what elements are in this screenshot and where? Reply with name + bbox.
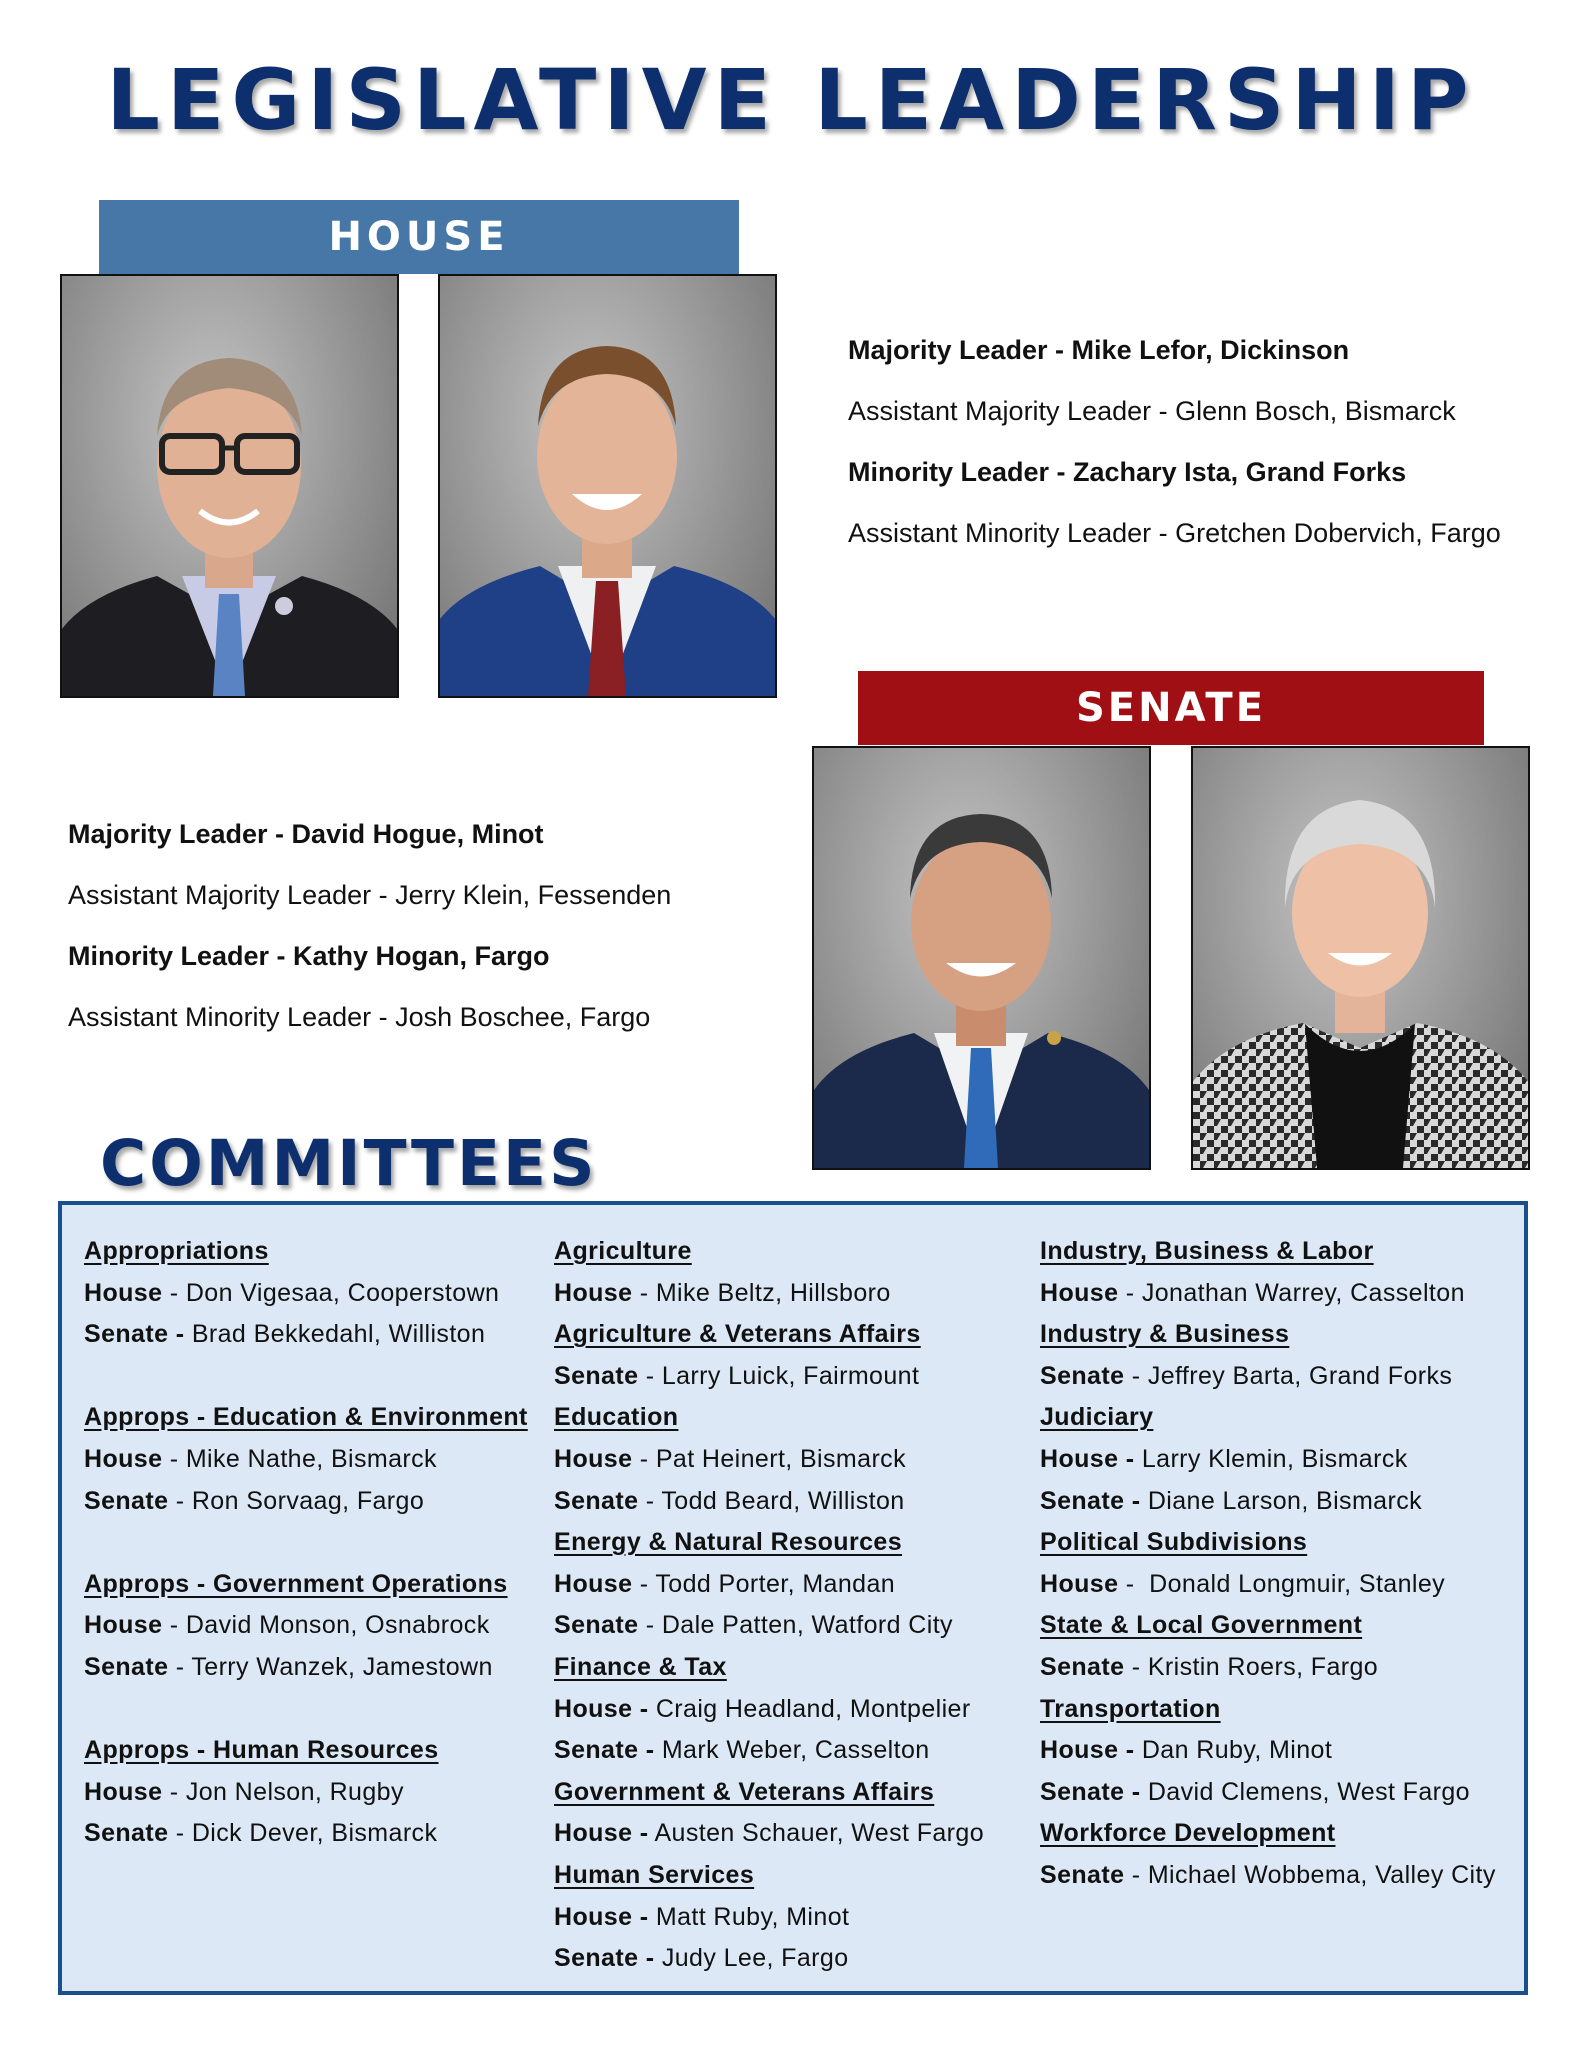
senate-assistant-minority-leader: Assistant Minority Leader - Josh Boschee, Fargo (68, 1002, 651, 1032)
spacer (84, 1689, 528, 1731)
member-name: Mike Beltz, Hillsboro (655, 1278, 891, 1307)
separator (648, 1695, 655, 1723)
committee-member (1040, 1273, 1496, 1315)
separator (1140, 1778, 1147, 1806)
separator: - (168, 1819, 192, 1848)
committee-member (84, 1481, 528, 1523)
committee-heading: Judiciary (1040, 1403, 1154, 1432)
member-name: Don Vigesaa, Cooperstown (185, 1278, 500, 1307)
chamber-label: House - (1040, 1444, 1135, 1473)
chamber-label: Senate (1040, 1860, 1125, 1889)
separator: - (638, 1611, 662, 1640)
committee-heading: State & Local Government (1040, 1611, 1363, 1640)
separator: - (638, 1361, 662, 1390)
committee-member (554, 1938, 984, 1980)
committee-member (554, 1730, 984, 1772)
chamber-label: House - (1040, 1736, 1135, 1765)
committees-title: COMMITTEES (100, 1127, 598, 1200)
separator: - (168, 1486, 192, 1515)
committee-member (1040, 1481, 1496, 1523)
member-name: Todd Porter, Mandan (655, 1569, 896, 1598)
committee-member (554, 1481, 984, 1523)
house-majority-leader: Majority Leader - Mike Lefor, Dickinson (848, 335, 1350, 365)
separator: - (632, 1278, 656, 1307)
member-name: Judy Lee, Fargo (661, 1944, 849, 1973)
chamber-label: Senate (554, 1486, 639, 1515)
member-name: Dale Patten, Watford City (661, 1611, 953, 1640)
committee-member (554, 1689, 984, 1731)
committee-member (554, 1273, 984, 1315)
house-assistant-majority-leader: Assistant Majority Leader - Glenn Bosch, Bismarck (848, 396, 1456, 426)
committee-heading: Agriculture & Veterans Affairs (554, 1320, 921, 1349)
committee-heading: Political Subdivisions (1040, 1528, 1308, 1557)
committee-heading: Industry & Business (1040, 1320, 1290, 1349)
chamber-label: Senate (554, 1611, 639, 1640)
chamber-label: House - (554, 1694, 649, 1723)
committee-member (84, 1439, 528, 1481)
committee-member (1040, 1356, 1496, 1398)
committees-column-2 (554, 1231, 984, 1980)
separator (184, 1320, 191, 1348)
separator: - (1118, 1569, 1150, 1598)
house-majority-leader-photo (60, 274, 399, 698)
chamber-label: House (84, 1777, 163, 1806)
committee-heading: Human Services (554, 1860, 755, 1889)
separator: - (162, 1278, 186, 1307)
committees-column-3 (1040, 1231, 1496, 1897)
committee-member (84, 1605, 528, 1647)
committee-heading: Industry, Business & Labor (1040, 1237, 1374, 1265)
chamber-label: Senate - (1040, 1777, 1141, 1806)
chamber-label: Senate - (554, 1944, 655, 1973)
page-title: LEGISLATIVE LEADERSHIP (106, 51, 1476, 149)
separator (654, 1736, 661, 1764)
committee-member (554, 1356, 984, 1398)
spacer (84, 1522, 528, 1564)
committee-member (84, 1273, 528, 1315)
house-minority-leader: Minority Leader - Zachary Ista, Grand Forks (848, 457, 1407, 487)
chamber-label: Senate (554, 1361, 639, 1390)
committee-member (84, 1813, 528, 1855)
chamber-label: House (1040, 1569, 1119, 1598)
separator (1134, 1445, 1141, 1473)
senate-majority-leader-photo (812, 746, 1151, 1170)
committee-member (554, 1605, 984, 1647)
member-name: Dick Dever, Bismarck (191, 1819, 438, 1848)
chamber-label: Senate (1040, 1361, 1125, 1390)
chamber-label: Senate (1040, 1652, 1125, 1681)
separator (648, 1903, 655, 1931)
chamber-label: Senate - (84, 1320, 185, 1349)
senate-banner: SENATE (858, 671, 1484, 745)
senate-minority-leader: Minority Leader - Kathy Hogan, Fargo (68, 941, 550, 971)
member-name: Mark Weber, Casselton (661, 1736, 930, 1765)
member-name: Larry Luick, Fairmount (661, 1361, 920, 1390)
member-name: David Monson, Osnabrock (185, 1611, 490, 1640)
member-name: Craig Headland, Montpelier (655, 1694, 971, 1723)
member-name: Jeffrey Barta, Grand Forks (1147, 1361, 1453, 1390)
member-name: Donald Longmuir, Stanley (1149, 1569, 1446, 1598)
house-banner: HOUSE (99, 200, 739, 274)
chamber-label: House (84, 1444, 163, 1473)
member-name: David Clemens, West Fargo (1147, 1777, 1470, 1806)
member-name: Dan Ruby, Minot (1141, 1736, 1333, 1765)
committee-heading: Appropriations (84, 1237, 269, 1265)
committee-member (84, 1647, 528, 1689)
house-assistant-minority-leader: Assistant Minority Leader - Gretchen Dobervich, Fargo (848, 518, 1501, 548)
separator (1140, 1487, 1147, 1515)
member-name: Mike Nathe, Bismarck (185, 1444, 437, 1473)
member-name: Todd Beard, Williston (661, 1486, 905, 1515)
member-name: Michael Wobbema, Valley City (1147, 1860, 1496, 1889)
committee-member (84, 1772, 528, 1814)
separator: - (162, 1777, 186, 1806)
committee-heading: Energy & Natural Resources (554, 1528, 903, 1557)
committee-heading: Government & Veterans Affairs (554, 1777, 935, 1806)
house-minority-leader-photo (438, 274, 777, 698)
committee-member (1040, 1855, 1496, 1897)
committee-member (554, 1564, 984, 1606)
senate-minority-leader-photo (1191, 746, 1530, 1170)
spacer (84, 1356, 528, 1398)
member-name: Ron Sorvaag, Fargo (191, 1486, 425, 1515)
committee-heading: Workforce Development (1040, 1819, 1336, 1848)
separator: - (1124, 1860, 1148, 1889)
chamber-label: Senate (84, 1819, 169, 1848)
committee-heading: Transportation (1040, 1694, 1221, 1723)
chamber-label: House (84, 1278, 163, 1307)
separator (654, 1944, 661, 1972)
committee-heading: Approps - Human Resources (84, 1736, 439, 1765)
committee-member (554, 1897, 984, 1939)
member-name: Jon Nelson, Rugby (185, 1777, 404, 1806)
committee-member (1040, 1564, 1496, 1606)
member-name: Terry Wanzek, Jamestown (191, 1652, 493, 1681)
house-leaders-list (848, 330, 1501, 574)
member-name: Brad Bekkedahl, Williston (191, 1320, 486, 1349)
separator: - (1124, 1361, 1148, 1390)
chamber-label: House - (554, 1902, 649, 1931)
separator (1134, 1736, 1141, 1764)
separator: - (168, 1652, 192, 1681)
member-name: Pat Heinert, Bismarck (655, 1444, 906, 1473)
member-name: Jonathan Warrey, Casselton (1141, 1278, 1465, 1307)
senate-leaders-list (68, 814, 671, 1058)
senate-majority-leader: Majority Leader - David Hogue, Minot (68, 819, 544, 849)
committee-member (1040, 1772, 1496, 1814)
committee-member (1040, 1647, 1496, 1689)
separator: - (632, 1444, 656, 1473)
committee-heading: Finance & Tax (554, 1652, 727, 1681)
member-name: Kristin Roers, Fargo (1147, 1652, 1379, 1681)
chamber-label: House (84, 1611, 163, 1640)
committee-member (1040, 1730, 1496, 1772)
committee-heading: Education (554, 1403, 679, 1432)
chamber-label: House (554, 1278, 633, 1307)
committee-member (84, 1314, 528, 1356)
member-name: Matt Ruby, Minot (655, 1902, 850, 1931)
committees-column-1 (84, 1231, 528, 1855)
separator: - (638, 1486, 662, 1515)
separator: - (162, 1444, 186, 1473)
chamber-label: Senate - (554, 1736, 655, 1765)
member-name: Larry Klemin, Bismarck (1141, 1444, 1408, 1473)
chamber-label: Senate (84, 1652, 169, 1681)
chamber-label: Senate - (1040, 1486, 1141, 1515)
committee-heading: Approps - Government Operations (84, 1569, 508, 1598)
separator: - (1124, 1652, 1148, 1681)
chamber-label: House - (554, 1819, 649, 1848)
committee-heading: Approps - Education & Environment (84, 1403, 528, 1432)
chamber-label: House (554, 1444, 633, 1473)
chamber-label: Senate (84, 1486, 169, 1515)
separator: - (632, 1569, 656, 1598)
committee-member (554, 1813, 984, 1855)
chamber-label: House (554, 1569, 633, 1598)
member-name: Diane Larson, Bismarck (1147, 1486, 1423, 1515)
committee-member (554, 1439, 984, 1481)
committees-panel (58, 1201, 1528, 1995)
chamber-label: House (1040, 1278, 1119, 1307)
committee-member (1040, 1439, 1496, 1481)
separator: - (1118, 1278, 1142, 1307)
senate-assistant-majority-leader: Assistant Majority Leader - Jerry Klein, Fessenden (68, 880, 672, 910)
member-name: Austen Schauer, West Fargo (654, 1819, 985, 1848)
separator: - (162, 1611, 186, 1640)
committee-heading: Agriculture (554, 1237, 692, 1265)
